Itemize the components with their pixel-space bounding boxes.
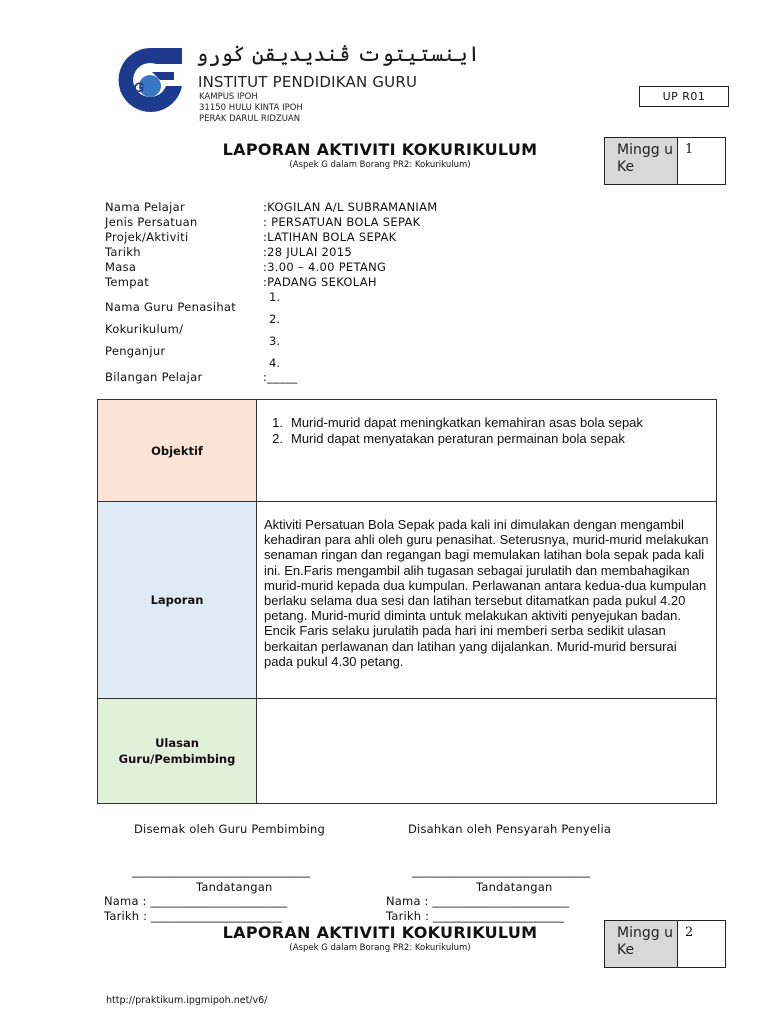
left-signature-label: Tandatangan [196, 880, 273, 894]
report-header [98, 502, 257, 698]
student-name-value: :KOGILAN A/L SUBRAMANIAM [263, 200, 438, 214]
checked-by-heading: Disemak oleh Guru Pembimbing [134, 822, 325, 836]
objective-item: 2. Murid dapat menyatakan peraturan permainan bola sepak [272, 431, 625, 446]
objective-header [98, 400, 257, 501]
week-2-number: 2 [678, 920, 726, 968]
address-line-2: 31150 HULU KINTA IPOH [199, 103, 303, 113]
right-signature-label: Tandatangan [476, 880, 553, 894]
association-value: : PERSATUAN BOLA SEPAK [263, 215, 421, 229]
ipg-logo [112, 42, 188, 118]
objective-label: Objektif [151, 443, 203, 458]
place-value: :PADANG SEKOLAH [263, 275, 377, 289]
review-label: Ulasan Guru/Pembimbing [118, 736, 236, 766]
time-label: Masa [105, 260, 137, 274]
objective-item: 1. Murid-murid dapat meningkatkan kemahiran asas bola sepak [272, 415, 643, 430]
left-signature-line: ______________________________ [132, 864, 311, 878]
advisor-number-3: 3. [269, 334, 280, 348]
footer-url: http://praktikum.ipgmipoh.net/v6/ [106, 995, 268, 1006]
week-number: 1 [678, 137, 726, 185]
project-value: :LATIHAN BOLA SEPAK [263, 230, 397, 244]
logo-text: IPG [120, 79, 145, 95]
report-title: LAPORAN AKTIVITI KOKURIKULUM [222, 140, 538, 159]
institute-name: INSTITUT PENDIDIKAN GURU [198, 73, 418, 91]
review-cell[interactable] [257, 699, 716, 803]
advisor-number-1: 1. [269, 290, 280, 304]
student-name-label: Nama Pelajar [105, 200, 185, 214]
right-name-line: Nama : _______________________ [386, 894, 570, 908]
report-subtitle: (Aspek G dalam Borang PR2: Kokurikulum) [289, 160, 471, 170]
address-line-3: PERAK DARUL RIDZUAN [199, 114, 301, 124]
left-date-line: Tarikh : ______________________ [104, 909, 282, 923]
students-count-value: :_____ [263, 370, 298, 384]
project-label: Projek/Aktiviti [105, 230, 189, 244]
objective-cell [257, 400, 716, 501]
week-label: Mingg u Ke [604, 137, 678, 185]
right-date-line: Tarikh : ______________________ [386, 909, 564, 923]
date-label: Tarikh [105, 245, 141, 259]
institute-jawi-name: اينستيتوت ڤنديديقن ݢورو [196, 42, 481, 66]
advisor-label-2: Kokurikulum/ [105, 322, 184, 336]
objective-list [269, 415, 643, 447]
review-header [98, 699, 257, 803]
week-2-label: Mingg u Ke [604, 920, 678, 968]
doc-code-box: UP R01 [639, 86, 729, 107]
date-value: :28 JULAI 2015 [263, 245, 353, 259]
place-label: Tempat [105, 275, 150, 289]
report-label: Laporan [150, 593, 204, 607]
report-table [97, 399, 717, 804]
address-line-1: KAMPUS IPOH [199, 92, 258, 102]
advisor-number-4: 4. [269, 356, 280, 370]
report-2-subtitle: (Aspek G dalam Borang PR2: Kokurikulum) [289, 943, 471, 953]
report-2-title: LAPORAN AKTIVITI KOKURIKULUM [222, 923, 538, 942]
time-value: :3.00 – 4.00 PETANG [263, 260, 387, 274]
right-signature-line: ______________________________ [412, 864, 591, 878]
report-text: Aktiviti Persatuan Bola Sepak pada kali ini dimulakan dengan mengambil kehadiran para ahli oleh guru penasihat. Seterusnya, murid-murid melakukan senaman ringan dan regangan bagi memulakan latihan bola sepak pada kali ini. En.Faris mengambil alih tugasan sebagai jurulatih dan membahagikan murid-murid kepada dua kumpulan. Perlawanan antara kedua-dua kumpulan berlaku selama dua sesi dan latihan tersebut ditamatkan pada pukul 4.20 petang. Murid-murid diminta untuk melakukan aktiviti penyejukan badan. Encik Faris selaku jurulatih pada hari ini memberi serba sedikit ulasan berkaitan perlawanan dan latihan yang dijalankan. Murid-murid bersurai pada pukul 4.30 petang. [264, 517, 709, 669]
students-count-label: Bilangan Pelajar [105, 370, 203, 384]
association-label: Jenis Persatuan [105, 215, 198, 229]
left-name-line: Nama : _______________________ [104, 894, 288, 908]
advisor-label-1: Nama Guru Penasihat [105, 300, 237, 314]
advisor-number-2: 2. [269, 312, 280, 326]
approved-by-heading: Disahkan oleh Pensyarah Penyelia [408, 822, 612, 836]
advisor-label-3: Penganjur [105, 344, 166, 358]
report-cell [257, 502, 716, 698]
